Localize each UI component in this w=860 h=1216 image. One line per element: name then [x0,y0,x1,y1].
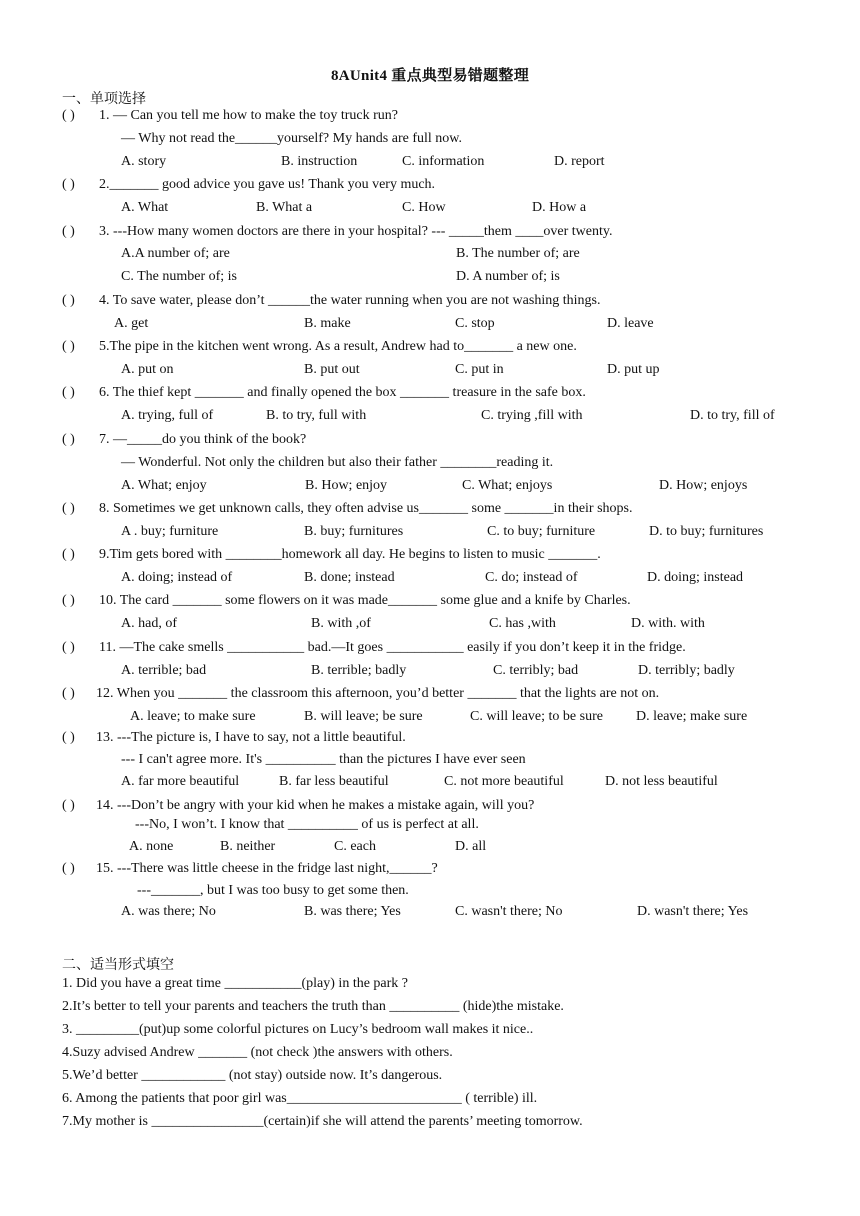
answer-option: C. to buy; furniture [487,524,596,539]
question-row [0,683,860,705]
answer-option: D. doing; instead [647,570,744,585]
question-stem: 12. When you _______ the classroom this afternoon, you’d better _______ that the lights are not on. [96,686,660,701]
fill-in-text: 1. Did you have a great time ___________(play) in the park ? [62,976,409,991]
answer-option: D. wasn't there; Yes [637,904,749,919]
answer-bracket: ( ) [62,593,75,608]
question-stem: 3. ---How many women doctors are there in your hospital? --- _____them ____over twenty. [99,224,613,239]
answer-option: C. stop [455,316,495,331]
answer-option: D. terribly; badly [638,663,735,678]
answer-option: D. all [455,839,487,854]
options-row [0,660,860,682]
answer-option: C. information [402,154,485,169]
question-stem: 2._______ good advice you gave us! Thank you very much. [99,177,436,192]
options-row [0,706,860,728]
answer-bracket: ( ) [62,730,75,745]
options-row [0,901,860,923]
answer-option: C. trying ,fill with [481,408,583,423]
answer-option: B. buy; furnitures [304,524,404,539]
question-stem: 1. — Can you tell me how to make the toy truck run? [99,108,398,123]
answer-option: C. has ,with [489,616,556,631]
answer-bracket: ( ) [62,293,75,308]
question-stem: 4. To save water, please don’t ______the water running when you are not washing things. [99,293,601,308]
answer-option: D. put up [607,362,660,377]
question-row [0,727,860,749]
answer-option: D. to try, fill of [690,408,775,423]
answer-option: A.A number of; are [121,246,230,261]
question-row [0,105,860,127]
answer-option: C. not more beautiful [444,774,564,789]
answer-option: A. terrible; bad [121,663,207,678]
fill-in-text: 5.We’d better ____________ (not stay) outside now. It’s dangerous. [62,1068,443,1083]
options-row [0,613,860,635]
fill-in-item [0,1088,860,1110]
question-row [0,382,860,404]
fill-in-text: 2.It’s better to tell your parents and teachers the truth than __________ (hide)the mistake. [62,999,564,1014]
answer-option: B. put out [304,362,360,377]
answer-option: D. leave; make sure [636,709,748,724]
answer-option: B. The number of; are [456,246,580,261]
answer-option: B. How; enjoy [305,478,388,493]
answer-bracket: ( ) [62,547,75,562]
section-heading-fill-in: 二、适当形式填空 [62,958,174,973]
question-row [0,498,860,520]
answer-option: C. terribly; bad [493,663,579,678]
answer-bracket: ( ) [62,640,75,655]
answer-bracket: ( ) [62,177,75,192]
answer-option: A. far more beautiful [121,774,240,789]
answer-option: C. each [334,839,376,854]
options-row [0,771,860,793]
question-row [0,336,860,358]
answer-option: B. What a [256,200,313,215]
answer-option: B. terrible; badly [311,663,407,678]
fill-in-item [0,1065,860,1087]
answer-option: D. not less beautiful [605,774,718,789]
question-continuation [0,128,860,150]
question-stem: 9.Tim gets bored with ________homework all day. He begins to listen to music _______. [99,547,601,562]
answer-option: D. leave [607,316,654,331]
answer-option: B. make [304,316,351,331]
answer-option: B. will leave; be sure [304,709,423,724]
answer-option: A. trying, full of [121,408,214,423]
question-stem: 11. —The cake smells ___________ bad.—It goes ___________ easily if you don’t keep it in the fridge. [99,640,686,655]
answer-bracket: ( ) [62,385,75,400]
options-row [0,266,860,288]
options-row [0,313,860,335]
question-continuation [0,452,860,474]
answer-option: D. How; enjoys [659,478,748,493]
answer-option: A. none [129,839,174,854]
fill-in-item [0,1111,860,1133]
answer-option: C. wasn't there; No [455,904,563,919]
question-continuation [0,749,860,771]
fill-in-text: 7.My mother is ________________(certain)if she will attend the parents’ meeting tomorrow. [62,1114,583,1129]
question-stem: 7. —_____do you think of the book? [99,432,307,447]
answer-option: A. What; enjoy [121,478,207,493]
question-stem: 5.The pipe in the kitchen went wrong. As a result, Andrew had to_______ a new one. [99,339,577,354]
answer-option: B. neither [220,839,276,854]
answer-option: C. do; instead of [485,570,578,585]
answer-bracket: ( ) [62,432,75,447]
question-line: ---No, I won’t. I know that __________ of us is perfect at all. [135,817,479,832]
question-stem: 6. The thief kept _______ and finally opened the box _______ treasure in the safe box. [99,385,586,400]
question-stem: 8. Sometimes we get unknown calls, they often advise us_______ some _______in their shops. [99,501,633,516]
answer-option: C. How [402,200,446,215]
answer-option: B. far less beautiful [279,774,389,789]
answer-option: B. instruction [281,154,358,169]
answer-option: C. What; enjoys [462,478,553,493]
page-title: 8AUnit4 重点典型易错题整理 [330,68,530,84]
answer-option: C. put in [455,362,504,377]
answer-option: B. was there; Yes [304,904,401,919]
answer-bracket: ( ) [62,798,75,813]
answer-option: B. with ,of [311,616,371,631]
answer-option: D. How a [532,200,587,215]
answer-option: A. put on [121,362,174,377]
question-line: ---_______, but I was too busy to get some then. [137,883,409,898]
fill-in-item [0,973,860,995]
options-row [0,405,860,427]
fill-in-text: 6. Among the patients that poor girl was_________________________ ( terrible) ill. [62,1091,538,1106]
options-row [0,197,860,219]
question-row [0,544,860,566]
question-row [0,637,860,659]
question-row [0,221,860,243]
options-row [0,521,860,543]
question-stem: 13. ---The picture is, I have to say, not a little beautiful. [96,730,406,745]
question-continuation [0,880,860,902]
question-line: — Why not read the______yourself? My hands are full now. [121,131,462,146]
answer-option: D. A number of; is [456,269,560,284]
question-stem: 14. ---Don’t be angry with your kid when he makes a mistake again, will you? [96,798,535,813]
options-row [0,567,860,589]
answer-option: A. story [121,154,167,169]
options-row [0,151,860,173]
question-row [0,429,860,451]
fill-in-item [0,1042,860,1064]
answer-option: B. to try, full with [266,408,367,423]
answer-option: A. doing; instead of [121,570,233,585]
options-row [0,243,860,265]
fill-in-item [0,996,860,1018]
answer-bracket: ( ) [62,861,75,876]
answer-option: D. to buy; furnitures [649,524,764,539]
answer-bracket: ( ) [62,108,75,123]
answer-option: C. The number of; is [121,269,238,284]
answer-option: A. had, of [121,616,177,631]
answer-option: A. was there; No [121,904,216,919]
question-row [0,174,860,196]
question-row [0,590,860,612]
question-line: --- I can't agree more. It's __________ than the pictures I have ever seen [121,752,526,767]
answer-option: A. What [121,200,169,215]
question-row [0,290,860,312]
answer-bracket: ( ) [62,339,75,354]
question-continuation [0,814,860,836]
question-stem: 15. ---There was little cheese in the fridge last night,______? [96,861,438,876]
answer-bracket: ( ) [62,501,75,516]
fill-in-text: 4.Suzy advised Andrew _______ (not check )the answers with others. [62,1045,453,1060]
fill-in-text: 3. _________(put)up some colorful pictures on Lucy’s bedroom wall makes it nice.. [62,1022,534,1037]
answer-option: A . buy; furniture [121,524,219,539]
answer-option: C. will leave; to be sure [470,709,603,724]
answer-option: A. leave; to make sure [130,709,256,724]
answer-bracket: ( ) [62,686,75,701]
section-heading-multiple-choice: 一、单项选择 [62,92,146,107]
answer-option: D. with. with [631,616,705,631]
question-row [0,858,860,880]
answer-option: D. report [554,154,605,169]
options-row [0,475,860,497]
options-row [0,836,860,858]
options-row [0,359,860,381]
question-stem: 10. The card _______ some flowers on it was made_______ some glue and a knife by Charles. [99,593,631,608]
answer-bracket: ( ) [62,224,75,239]
fill-in-item [0,1019,860,1041]
question-line: — Wonderful. Not only the children but also their father ________reading it. [121,455,554,470]
answer-option: A. get [114,316,149,331]
answer-option: B. done; instead [304,570,395,585]
